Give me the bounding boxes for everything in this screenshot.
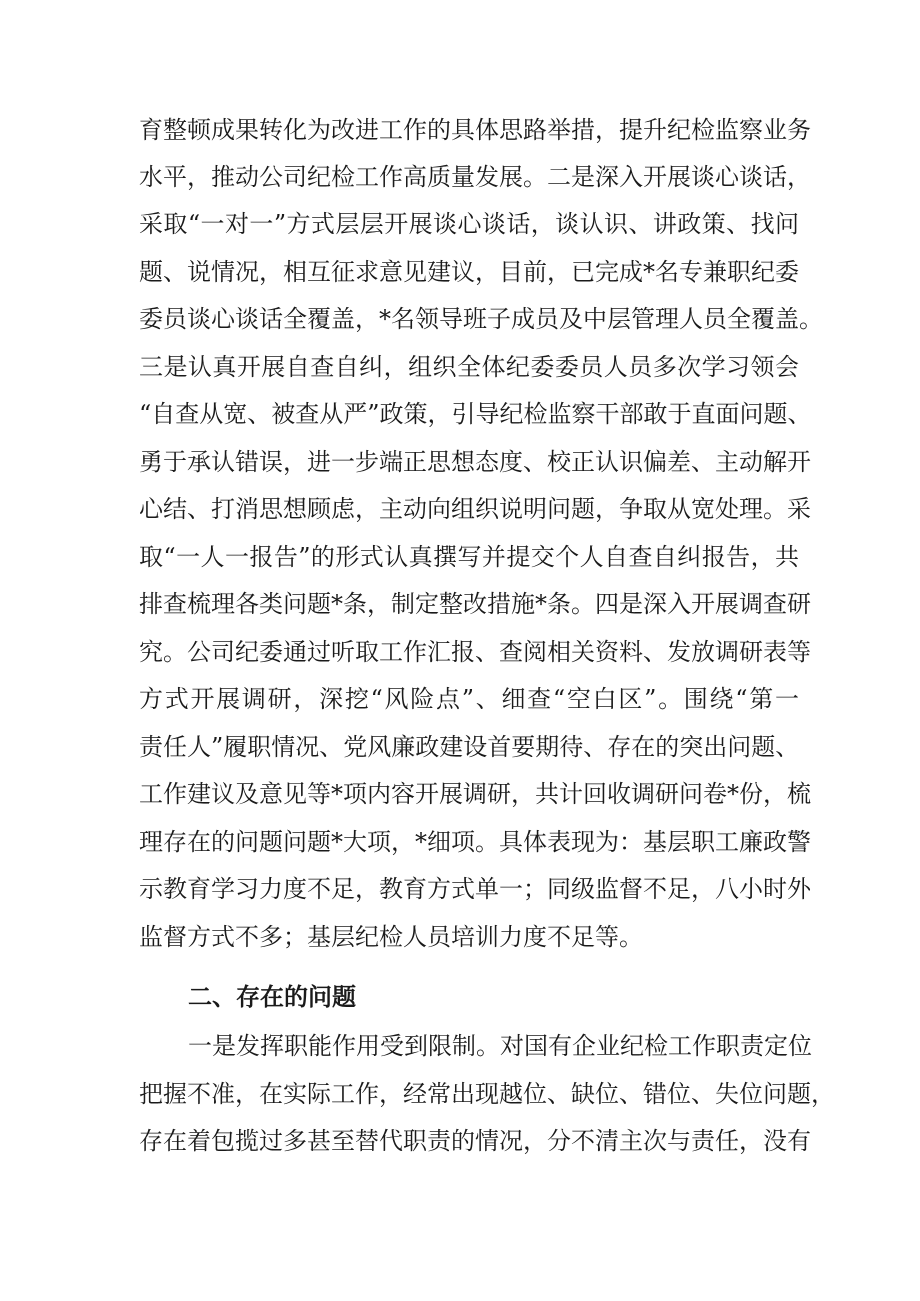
paragraph-line: 取“一人一报告”的形式认真撰写并提交个人自查自纠报告，共: [139, 543, 799, 571]
paragraph-line: 存在着包揽过多甚至替代职责的情况，分不清主次与责任，没有: [139, 1127, 811, 1155]
paragraph-line: 心结、打消思想顾虑，主动向组织说明问题，争取从宽处理。采: [139, 495, 811, 523]
paragraph-line: 监督方式不多；基层纪检人员培训力度不足等。: [139, 923, 643, 951]
paragraph-line: 理存在的问题问题*大项，*细项。具体表现为：基层职工廉政警: [139, 828, 811, 856]
paragraph-line: 勇于承认错误，进一步端正思想态度、校正认识偏差、主动解开: [139, 448, 811, 476]
paragraph-line: 方式开展调研，深挖“风险点”、细查“空白区”。围绕“第一: [139, 685, 799, 713]
paragraph-line: 水平，推动公司纪检工作高质量发展。二是深入开展谈心谈话，: [139, 163, 811, 191]
paragraph-line: 究。公司纪委通过听取工作汇报、查阅相关资料、发放调研表等: [139, 638, 811, 666]
paragraph-line: 育整顿成果转化为改进工作的具体思路举措，提升纪检监察业务: [139, 116, 811, 144]
paragraph-line: 委员谈心谈话全覆盖，*名领导班子成员及中层管理人员全覆盖。: [139, 305, 823, 333]
section-heading: 二、存在的问题: [188, 983, 356, 1011]
paragraph-line: 把握不准，在实际工作，经常出现越位、缺位、错位、失位问题，: [139, 1080, 835, 1108]
paragraph-line: 题、说情况，相互征求意见建议，目前，已完成*名专兼职纪委: [139, 258, 799, 286]
paragraph-line: 一是发挥职能作用受到限制。对国有企业纪检工作职责定位: [188, 1032, 812, 1060]
paragraph-line: 示教育学习力度不足，教育方式单一；同级监督不足，八小时外: [139, 875, 811, 903]
paragraph-line: 采取“一对一”方式层层开展谈心谈话，谈认识、讲政策、找问: [139, 210, 799, 238]
paragraph-line: 三是认真开展自查自纠，组织全体纪委委员人员多次学习领会: [139, 353, 799, 381]
paragraph-line: 排查梳理各类问题*条，制定整改措施*条。四是深入开展调查研: [139, 590, 811, 618]
paragraph-line: 工作建议及意见等*项内容开展调研，共计回收调研问卷*份，梳: [139, 780, 811, 808]
paragraph-line: “自查从宽、被查从严”政策，引导纪检监察干部敢于直面问题、: [139, 400, 812, 428]
paragraph-line: 责任人”履职情况、党风廉政建设首要期待、存在的突出问题、: [139, 733, 800, 761]
